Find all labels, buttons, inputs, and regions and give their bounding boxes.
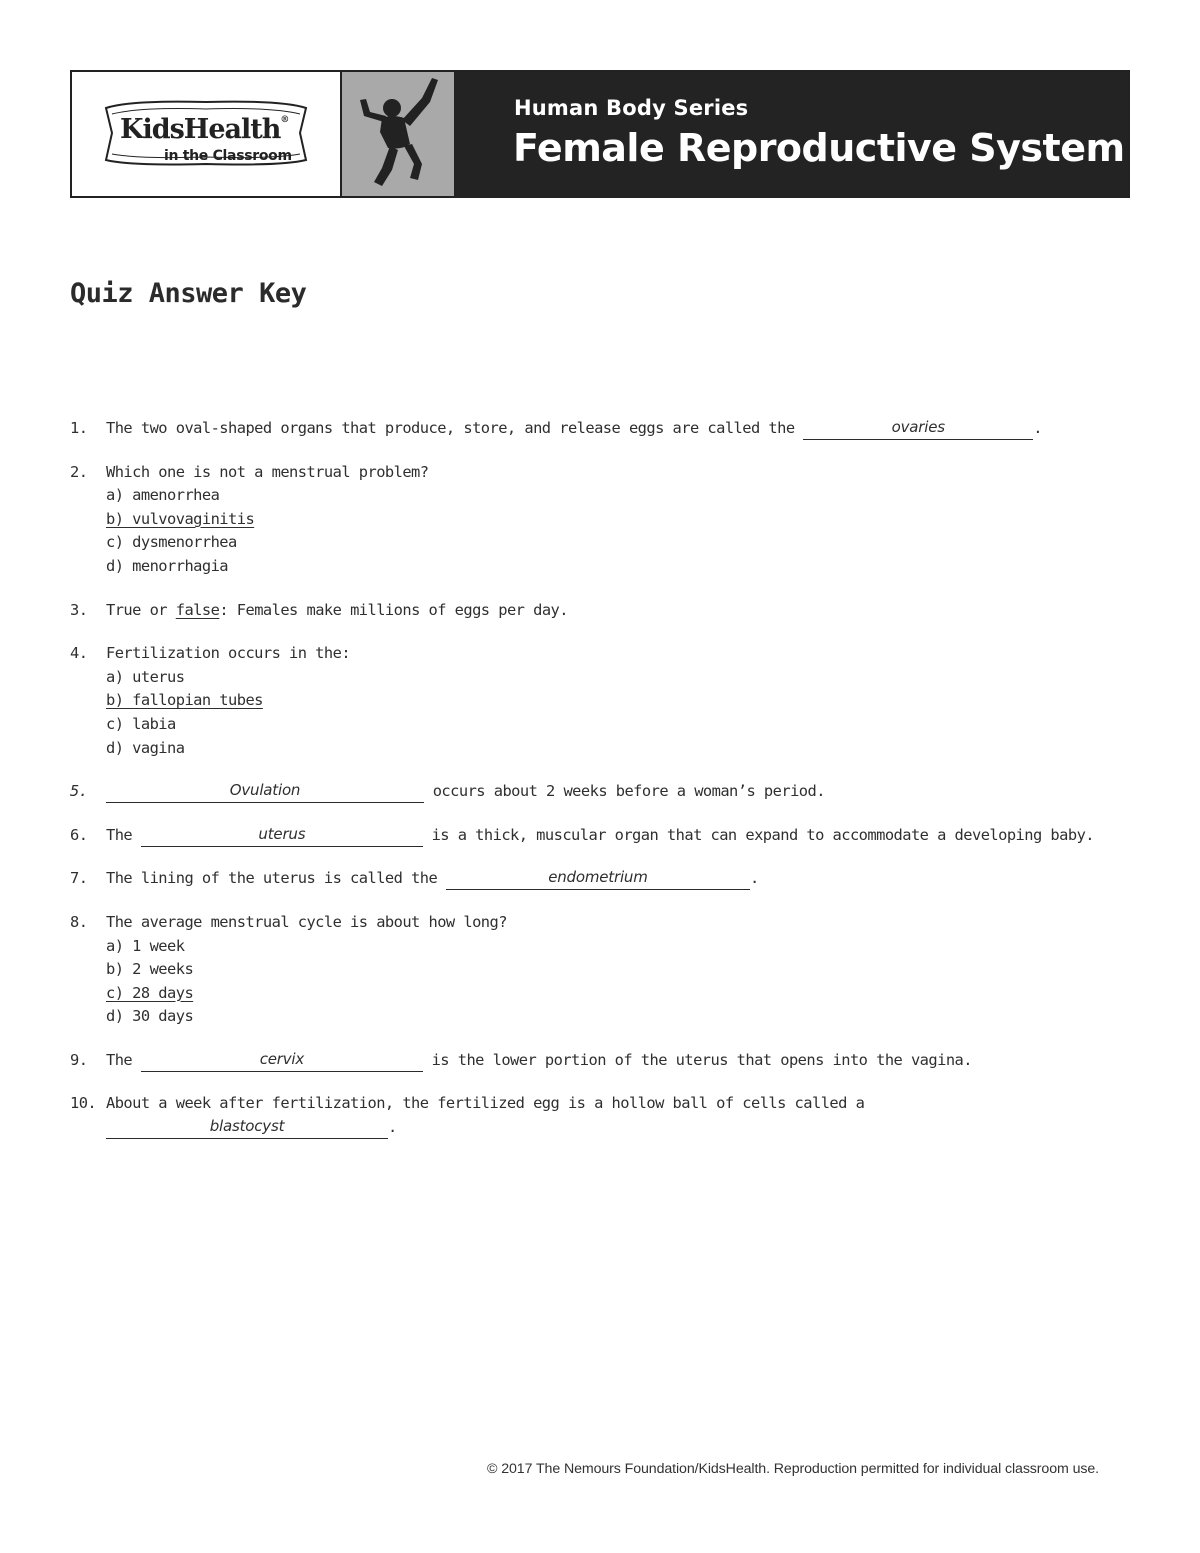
question-2 [70,461,1150,579]
question-8 [70,911,1150,1029]
answer-blank [106,782,424,803]
answer-blank [446,869,750,890]
question-text: The [106,1050,141,1069]
answer-text: false [175,600,220,619]
question-text-end: . [1033,419,1042,437]
option-a: a) uterus [106,667,185,686]
logo-wordmark: KidsHealth® [120,114,289,145]
question-text: About a week after fertilization, the fertilized egg is a hollow ball of cells called a [106,1094,865,1113]
option-b: b) 2 weeks [106,960,194,979]
logo-tagline: in the Classroom [164,148,292,164]
option-c-correct: c) 28 days [106,983,194,1002]
question-text: Fertilization occurs in the: [106,644,351,663]
question-text-end: : Females make millions of eggs per day. [219,600,568,619]
option-c: c) labia [106,714,176,733]
series-label: Human Body Series [514,96,749,120]
question-number: 3. [70,600,88,619]
option-d: d) menorrhagia [106,556,229,575]
question-number: 4. [70,644,88,663]
question-number: 6. [70,825,88,844]
answer-text: ovaries [891,418,945,436]
quiz-list [70,417,1150,1160]
question-number: 7. [70,869,88,888]
option-d: d) 30 days [106,1007,194,1026]
page-heading: Quiz Answer Key [70,278,307,309]
question-text-end: . [388,1118,397,1137]
question-text-end: occurs about 2 weeks before a woman’s period. [424,782,825,801]
option-b-correct: b) fallopian tubes [106,691,263,710]
answer-blank [141,826,423,847]
question-number: 8. [70,912,88,931]
question-text-end: is a thick, muscular organ that can expand to accommodate a developing baby. [422,825,1095,844]
document-title: Female Reproductive System [513,126,1125,170]
option-c: c) dysmenorrhea [106,533,237,552]
question-number: 10. [70,1094,97,1113]
answer-text: endometrium [548,868,648,887]
answer-text: blastocyst [209,1117,285,1136]
option-a: a) 1 week [106,936,185,955]
question-text-end: is the lower portion of the uterus that opens into the vagina. [422,1050,972,1069]
question-3 [70,599,1150,623]
kidshealth-logo [72,72,342,196]
question-text: True or [106,600,176,619]
question-7 [70,867,1150,891]
question-6 [70,824,1150,848]
title-panel [456,72,1128,196]
header-banner [70,70,1130,198]
answer-blank [106,1118,388,1139]
question-text: The two oval-shaped organs that produce, store, and release eggs are called the [106,419,804,437]
answer-blank [141,1051,423,1072]
question-number: 5. [70,782,88,801]
question-9 [70,1049,1150,1073]
question-5 [70,780,1150,804]
question-text-end: . [749,869,759,888]
question-number: 1. [70,419,88,437]
option-d: d) vagina [106,738,185,757]
jumping-figure-panel [342,72,456,196]
question-number: 9. [70,1050,88,1069]
question-text: The average menstrual cycle is about how long? [106,912,507,931]
copyright-footer: © 2017 The Nemours Foundation/KidsHealth. Reproduction permitted for individual classroom use. [487,1461,1099,1477]
answer-text: cervix [259,1049,305,1068]
question-number: 2. [70,462,88,481]
jumping-person-icon [352,72,446,196]
question-4 [70,642,1150,760]
option-b-correct: b) vulvovaginitis [106,509,255,528]
question-text: The lining of the uterus is called the [106,869,446,888]
answer-text: uterus [258,824,306,843]
option-a: a) amenorrhea [106,486,220,505]
question-text: Which one is not a menstrual problem? [106,462,429,481]
question-10 [70,1092,1150,1139]
answer-text: Ovulation [229,781,301,800]
answer-blank [803,419,1033,440]
question-text: The [106,825,141,844]
question-1 [70,417,1150,441]
